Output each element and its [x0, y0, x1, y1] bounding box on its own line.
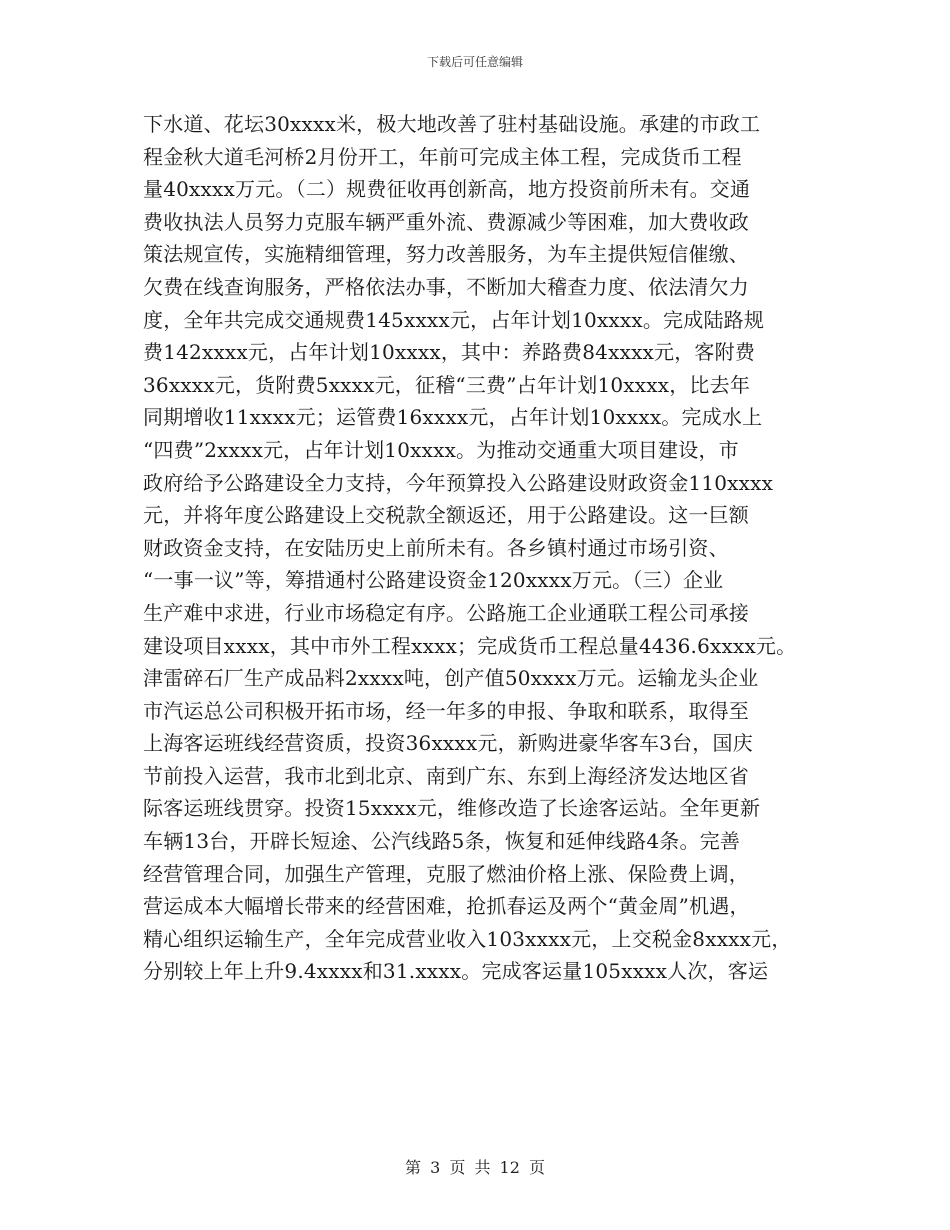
text-line: 量40xxxx万元。（二）规费征收再创新高，地方投资前所未有。交通	[143, 177, 751, 202]
text-line: 津雷碎石厂生产成品料2xxxx吨，创产值50xxxx万元。运输龙头企业	[143, 666, 759, 691]
text-line: 同期增收11xxxx元；运管费16xxxx元，占年计划10xxxx。完成水上	[143, 405, 763, 430]
text-line: 费收执法人员努力克服车辆严重外流、费源减少等困难，加大费收政	[143, 209, 749, 234]
text-line: 生产难中求进，行业市场稳定有序。公路施工企业通联工程公司承接	[143, 600, 749, 625]
text-line: 上海客运班线经营资质，投资36xxxx元，新购进豪华客车3台，国庆	[143, 731, 753, 756]
text-line: 下水道、花坛30xxxx米，极大地改善了驻村基础设施。承建的市政工	[143, 112, 761, 136]
text-line: 36xxxx元，货附费5xxxx元，征稽“三费”占年计划10xxxx，比去年	[143, 372, 751, 397]
text-line: 策法规宣传，实施精细管理，努力改善服务，为车主提供短信催缴、	[143, 242, 749, 267]
text-line: “一事一议”等，筹措通村公路建设资金120xxxx万元。（三）企业	[143, 568, 724, 593]
text-line: 市汽运总公司积极开拓市场，经一年多的申报、争取和联系，取得至	[143, 698, 749, 723]
text-line: 营运成本大幅增长带来的经营困难，抢抓春运及两个“黄金周”机遇，	[143, 894, 750, 919]
text-line: 程金秋大道毛河桥2月份开工，年前可完成主体工程，完成货币工程	[143, 144, 742, 169]
text-line: 欠费在线查询服务，严格依法办事，不断加大稽查力度、依法清欠力	[143, 274, 749, 299]
text-line: 节前投入运营，我市北到北京、南到广东、东到上海经济发达地区省	[143, 763, 749, 788]
text-line: 建设项目xxxx，其中市外工程xxxx；完成货币工程总量4436.6xxxx元。	[143, 633, 797, 658]
text-line: 车辆13台，开辟长短途、公汽线路5条，恢复和延伸线路4条。完善	[143, 829, 741, 854]
text-line: 际客运班线贯穿。投资15xxxx元，维修改造了长途客运站。全年更新	[143, 796, 761, 821]
page-header: 下载后可任意编辑	[426, 55, 523, 69]
text-line: “四费”2xxxx元，占年计划10xxxx。为推动交通重大项目建设，市	[143, 437, 739, 462]
text-line: 分别较上年上升9.4xxxx和31.xxxx。完成客运量105xxxx人次，客运	[143, 959, 769, 984]
text-line: 度，全年共完成交通规费145xxxx元，占年计划10xxxx。完成陆路规	[143, 307, 765, 332]
text-line: 费142xxxx元，占年计划10xxxx，其中：养路费84xxxx元，客附费	[143, 340, 756, 365]
document-body	[143, 108, 833, 988]
page-number-footer: 第 3 页 共 12 页	[405, 1158, 545, 1177]
text-line: 经营管理合同，加强生产管理，克服了燃油价格上涨、保险费上调，	[143, 861, 749, 886]
text-line: 政府给予公路建设全力支持，今年预算投入公路建设财政资金110xxxx	[143, 470, 774, 495]
text-line: 元，并将年度公路建设上交税款全额返还，用于公路建设。这一巨额	[143, 503, 749, 528]
text-line: 精心组织运输生产，全年完成营业收入103xxxx元，上交税金8xxxx元，	[143, 926, 792, 951]
text-line: 财政资金支持，在安陆历史上前所未有。各乡镇村通过市场引资、	[143, 535, 729, 560]
